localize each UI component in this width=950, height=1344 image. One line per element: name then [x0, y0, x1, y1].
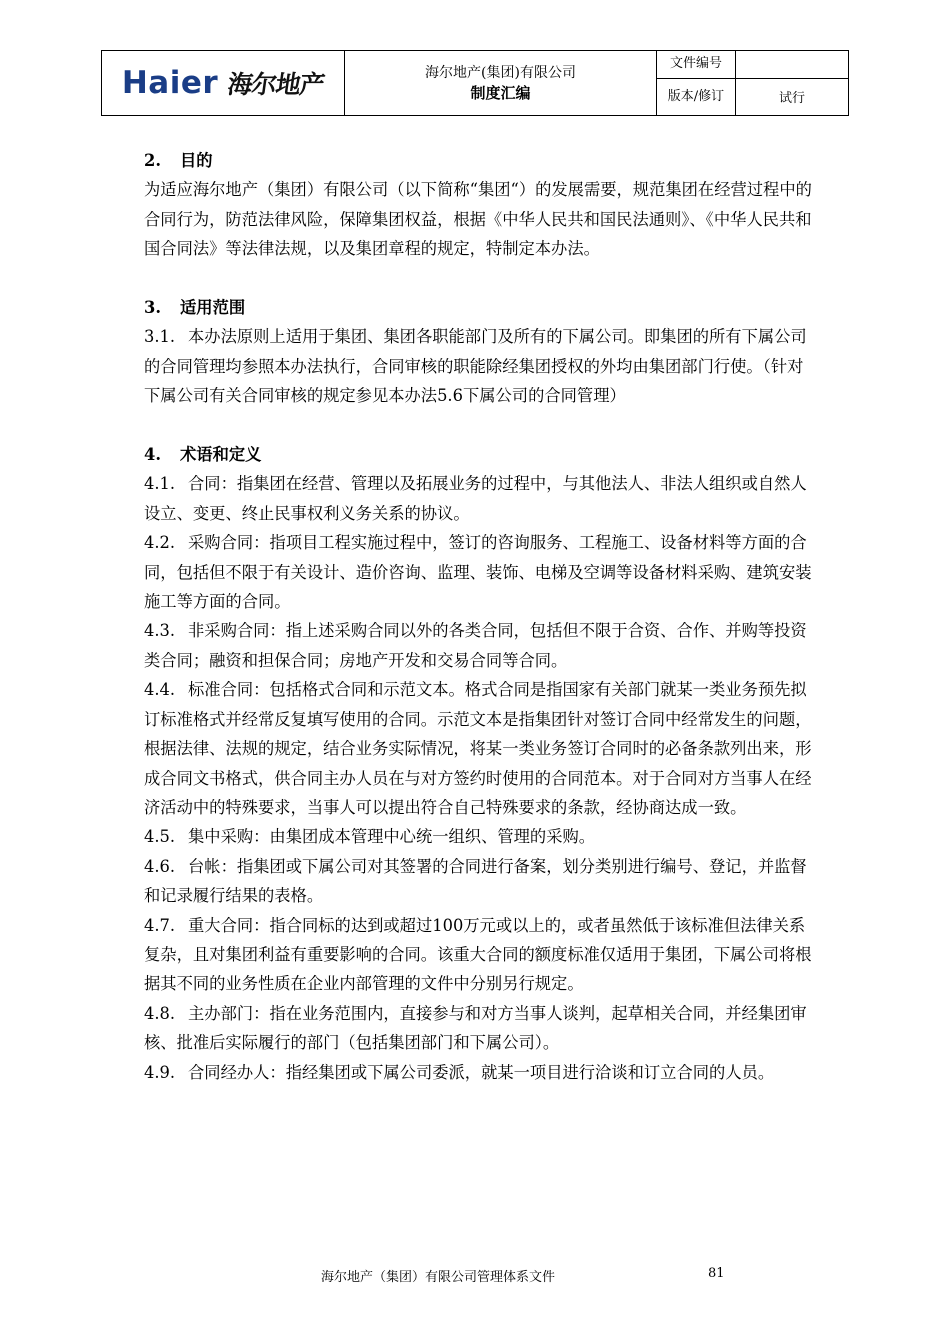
clause: 4.5. 集中采购：由集团成本管理中心统一组织、管理的采购。: [144, 827, 596, 847]
clause: 3.1. 本办法原则上适用于集团、集团各职能部门及所有的下属公司。即集团的所有下属公司的合同管理均参照本办法执行，合同审核的职能除经集团授权的外均由集团部门行使。（针对下属公司有关合同审核的规定参见本办法5.6下属公司的合同管理）: [144, 327, 807, 406]
clause: 4.2. 采购合同：指项目工程实施过程中，签订的咨询服务、工程施工、设备材料等方面的合同，包括但不限于有关设计、造价咨询、监理、装饰、电梯及空调等设备材料采购、建筑安装施工等方面的合同。: [144, 533, 812, 612]
haier-logo: [102, 52, 344, 114]
logo-chinese: 海尔地产: [225, 70, 326, 99]
clause: 4.6. 台帐：指集团或下属公司对其签署的合同进行备案，划分类别进行编号、登记，并监督和记录履行结果的表格。: [144, 856, 807, 906]
document-header-table: [101, 50, 849, 116]
clause: 4.7. 重大合同：指合同标的达到或超过100万元或以上的，或者虽然低于该标准但法律关系复杂，且对集团利益有重要影响的合同。该重大合同的额度标准仅适用于集团，下属公司将根据其不同的业务性质在企业内部管理的文件中分别另行规定。: [144, 915, 812, 994]
section-heading: 3. 适用范围: [144, 298, 246, 318]
company-name: 海尔地产(集团)有限公司: [425, 65, 576, 81]
clause: 4.9. 合同经办人：指经集团或下属公司委派，就某一项目进行洽谈和订立合同的人员。: [144, 1062, 775, 1082]
logo-cell: [102, 51, 345, 116]
section-paragraph: 为适应海尔地产（集团）有限公司（以下简称“集团“）的发展需要，规范集团在经营过程中的合同行为，防范法律风险，保障集团权益，根据《中华人民共和国民法通则》、《中华人民共和国合同法》等法律法规，以及集团章程的规定，特制定本办法。: [144, 180, 812, 259]
clause: 4.1. 合同：指集团在经营、管理以及拓展业务的过程中，与其他法人、非法人组织或自然人设立、变更、终止民事权利义务关系的协议。: [144, 474, 807, 523]
doc-number-label: 文件编号: [657, 51, 736, 79]
page-number: 81: [708, 1266, 725, 1281]
clause: 4.8. 主办部门：指在业务范围内，直接参与和对方当事人谈判，起草相关合同，并经集团审核、批准后实际履行的部门（包括集团部门和下属公司）。: [144, 1003, 807, 1053]
doc-number-value: [736, 51, 849, 79]
clause: 4.4. 标准合同：包括格式合同和示范文本。格式合同是指国家有关部门就某一类业务预先拟订标准格式并经常反复填写使用的合同。示范文本是指集团针对签订合同中经常发生的问题，根据法律、法规的规定，结合业务实际情况，将某一类业务签订合同时的必备条款列出来，形成合同文书格式，供合同主办人员在与对方签约时使用的合同范本。对于合同对方当事人在经济活动中的特殊要求，当事人可以提出符合自己特殊要求的条款，经协商达成一致。: [144, 680, 812, 817]
version-value: 试行: [736, 78, 849, 115]
footer-text: 海尔地产（集团）有限公司管理体系文件: [321, 1270, 556, 1285]
clause: 4.3. 非采购合同：指上述采购合同以外的各类合同，包括但不限于合资、合作、并购等投资类合同；融资和担保合同；房地产开发和交易合同等合同。: [144, 621, 807, 670]
section-heading: 4. 术语和定义: [144, 445, 262, 465]
document-body: [144, 146, 814, 1087]
logo-english: Haier: [121, 65, 219, 101]
company-cell: [345, 51, 657, 116]
document-type: 制度汇编: [470, 84, 531, 102]
section-heading: 2. 目的: [144, 151, 213, 170]
version-label: 版本/修订: [657, 78, 736, 115]
